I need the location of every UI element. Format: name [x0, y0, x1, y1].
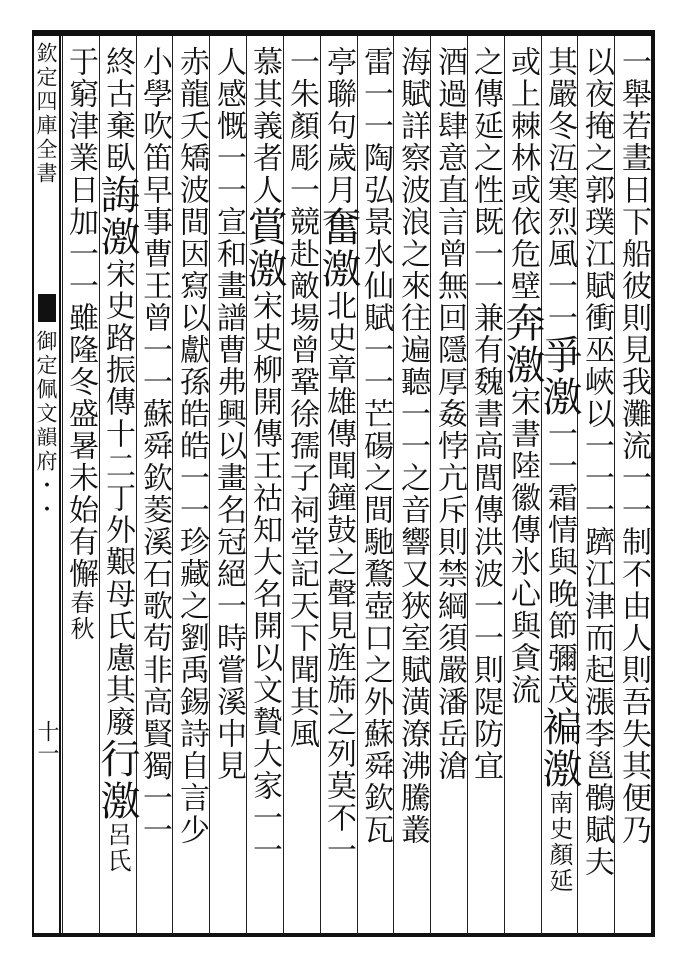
- text-run: 海賦詳察波浪之來往遍聽一一之音響又狹室賦潢潦沸騰叢: [395, 46, 430, 846]
- text-run: 人感慨一一: [211, 46, 246, 206]
- headword: 行激: [94, 738, 140, 822]
- headword: 爭激: [536, 334, 582, 418]
- source-note: 呂氏: [103, 822, 131, 874]
- text-run: 一朱顏彫: [284, 46, 319, 174]
- text-run: 終古棄臥: [100, 46, 135, 174]
- text-column: [210, 46, 246, 782]
- text-run: 其嚴冬沍寒烈風一一: [542, 46, 577, 334]
- headword: 褊激: [536, 706, 582, 790]
- text-column: [394, 46, 430, 846]
- headword: 奔激: [499, 302, 545, 386]
- text-column: [467, 46, 503, 782]
- text-run: 以夜掩之郭璞江賦衝巫峽以一一: [579, 46, 614, 494]
- text-run: 厚姦悖亢斥則禁綱須嚴潘岳滄: [432, 366, 467, 782]
- text-column: [578, 46, 614, 878]
- text-run: 或上棘林或依危壁: [505, 46, 540, 302]
- text-run: 霜情與晚節彌茂: [542, 482, 577, 706]
- text-column: [357, 46, 393, 846]
- text-run: 宣和畫譜曹弗興以畫名冠絕一時嘗溪中見: [211, 206, 246, 782]
- text-run: 慕其義者人: [247, 46, 282, 206]
- headword: 賞激: [241, 206, 287, 290]
- text-run: 之傳延之性既一一兼有: [468, 46, 503, 366]
- text-run: 一: [579, 494, 614, 526]
- text-column: [431, 46, 467, 782]
- text-run: 北史章雄傳聞鐘鼓之聲見旌旆之列莫不一: [321, 290, 356, 866]
- text-run: 亭聯句歲月: [321, 46, 356, 206]
- text-column: [94, 46, 140, 874]
- headword: 誨激: [94, 174, 140, 258]
- text-run: 珍藏之劉禹錫詩自言少: [174, 526, 209, 846]
- text-column: [536, 46, 582, 894]
- fishtail-marker: [38, 294, 56, 322]
- text-column: [315, 46, 361, 866]
- source-note: 南史顏延: [545, 790, 573, 894]
- text-run: 一一: [542, 418, 577, 482]
- text-run: 于窮津: [63, 46, 98, 142]
- page-number: 十一: [34, 720, 59, 764]
- text-run: 躋江津而起漲李邕鶻賦夫: [579, 526, 614, 878]
- text-run: 魏書高閭傳洪波一一則隄防宜: [468, 366, 503, 782]
- text-column: [173, 46, 209, 846]
- text-run: 雷一一陶弘景水仙賦一一芒碭之間馳鶩壺口之外蘇舜欽瓦: [358, 46, 393, 846]
- bottom-border: [32, 933, 655, 937]
- margin-book-title: [34, 330, 58, 522]
- text-run: 小學吹笛早事曹王曾一一蘇舜欽菱溪石歌苟非高賢獨一一: [137, 46, 172, 846]
- text-column: [241, 46, 287, 866]
- text-column: [615, 46, 651, 846]
- volume-marker: ・・: [34, 474, 58, 522]
- text-column: [62, 46, 98, 642]
- text-column: [499, 46, 545, 706]
- margin-header: 欽定四庫全書: [34, 42, 58, 186]
- text-run: 酒過肆意直言曾無回隱: [432, 46, 467, 366]
- source-note: 春秋: [66, 590, 94, 642]
- text-column: [283, 46, 319, 750]
- top-border: [32, 30, 655, 36]
- text-column: [136, 46, 172, 846]
- text-run: 宋書陸徽傳氷心與貪流: [505, 386, 540, 706]
- text-run: 一舉若晝日下船彼則見我灘流一: [616, 46, 651, 494]
- right-border: [651, 30, 655, 937]
- text-run: 一競赴敵場曾鞏徐孺子祠堂記天下聞其風: [284, 174, 319, 750]
- book-title: 御定佩文韻府: [34, 330, 58, 474]
- text-run: 業日加一一雖隆冬盛暑未始有懈: [63, 142, 98, 590]
- margin-divider: [59, 30, 61, 937]
- text-run: 一制不由人則吾失其便乃: [616, 494, 651, 846]
- text-run: 宋史柳開傳王祜知大名開以文贄大家一一: [247, 290, 282, 866]
- text-run: 赤龍夭矯波間因寫以獻孫皓皓一一: [174, 46, 209, 526]
- text-run: 宋史路振傳十二丁外艱母氏慮其廢: [100, 258, 135, 738]
- headword: 奮激: [315, 206, 361, 290]
